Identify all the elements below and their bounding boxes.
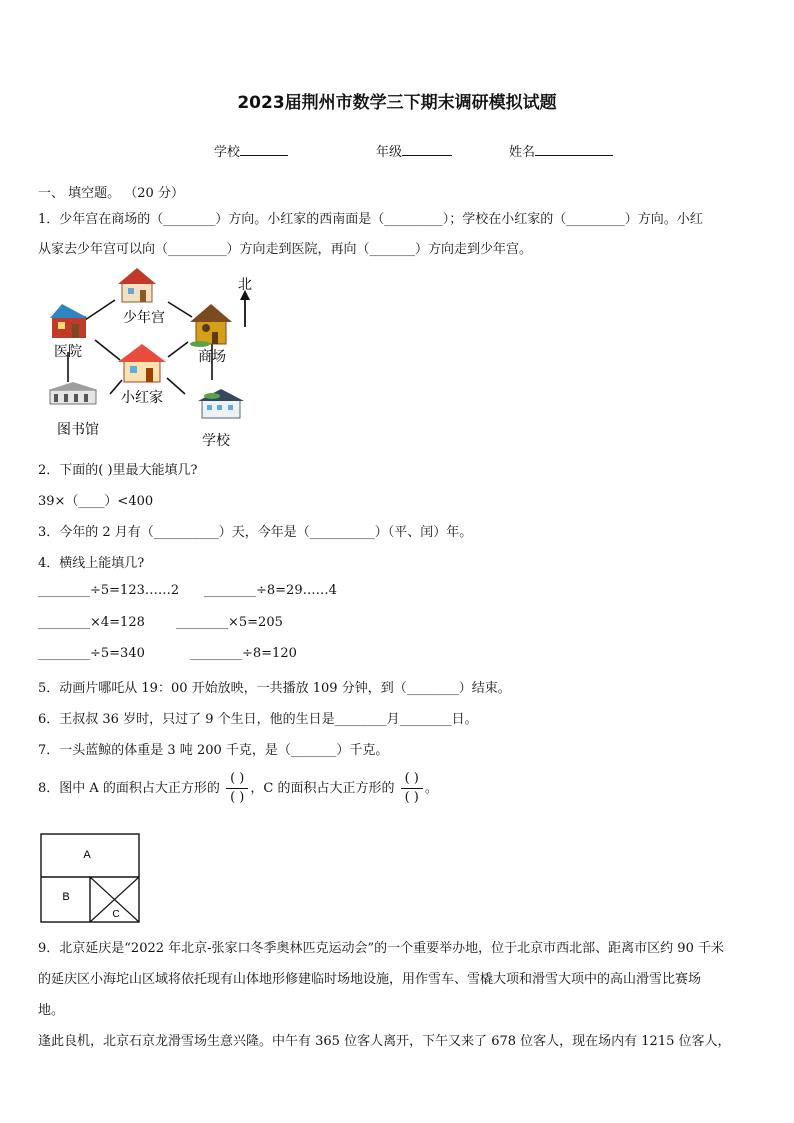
q9-line4: 逢此良机，北京石京龙滑雪场生意兴隆。中午有 365 位客人离开，下午又来了 678 位客人，现在场内有 1215 位客人， [38,1034,731,1049]
q9-line2: 的延庆区小海坨山区域将依托现有山体地形修建临时场地设施，用作雪车、雪橇大项和滑雪大项中的高山滑雪比赛场 [38,972,702,987]
q8-frac-a-denominator[interactable]: ( ) [230,790,245,805]
q8-frac-a-numerator[interactable]: ( ) [226,770,248,789]
grade-blank[interactable] [402,143,452,156]
q3-line1: 3．今年的 2 月有（__________）天，今年是（__________）（平、闰）年。 [38,525,473,540]
youth-palace-label: 少年宫 [123,310,165,326]
home-label: 小红家 [121,390,163,406]
q8-prefix: 8．图中 A 的面积占大正方形的 [38,781,220,796]
school-field[interactable] [214,141,288,160]
page-title: 2023届荆州市数学三下期末调研模拟试题 [237,93,557,113]
q4-row1-b: ________÷8=29……4 [204,583,337,598]
q8-line1 [38,770,438,807]
q6-line1: 6．王叔叔 36 岁时，只过了 9 个生日，他的生日是________月________日。 [38,712,478,727]
q4-row2-b: ________×5=205 [176,615,283,630]
q4-row3-b: ________÷8=120 [190,646,297,661]
north-label: 北 [238,277,252,293]
home-icon [118,344,166,382]
school-label-map: 学校 [202,433,230,449]
q8-fraction-a[interactable] [226,770,248,807]
grade-label: 年级 [376,145,403,160]
q4-row3-a: ________÷5=340 [38,646,145,661]
q4-row2-a: ________×4=128 [38,615,145,630]
square-diagram [40,833,142,925]
hospital-label: 医院 [54,344,82,360]
name-field[interactable] [509,141,613,160]
q8-frac-c-numerator[interactable]: ( ) [401,770,423,789]
q1-line1: 1．少年宫在商场的（________）方向。小红家的西南面是（_________）；学校在小红家的（_________）方向。小红 [38,212,703,227]
q1-line2: 从家去少年宫可以向（_________）方向走到医院，再向（_______）方向走到少年宫。 [38,242,533,257]
library-label: 图书馆 [57,422,99,438]
q8-fraction-c[interactable] [401,770,423,807]
youth-palace-icon [118,268,156,302]
school-blank[interactable] [240,143,288,156]
mall-label: 商场 [198,349,226,365]
q8-frac-c-denominator[interactable]: ( ) [404,790,419,805]
q8-suffix: 。 [424,781,438,796]
q9-line1: 9．北京延庆是“2022 年北京-张家口冬季奥林匹克运动会”的一个重要举办地，位于北京市西北部、距离市区约 90 千米 [38,941,724,956]
q2-line1: 2．下面的( )里最大能填几? [38,463,198,478]
name-label: 姓名 [509,145,536,160]
q9-line3: 地。 [38,1003,65,1018]
section-heading: 一、 填空题。 （20 分） [38,186,184,201]
q2-line2: 39×（____）<400 [38,494,154,509]
hospital-icon [50,304,88,338]
q4-row1-a: ________÷5=123……2 [38,583,180,598]
school-label: 学校 [214,145,241,160]
school-icon [198,389,244,418]
q7-line1: 7．一头蓝鲸的体重是 3 吨 200 千克，是（_______）千克。 [38,743,389,758]
q8-middle: ，C 的面积占大正方形的 [250,781,395,796]
region-a-label: A [83,849,91,861]
region-b-label: B [62,891,70,903]
library-icon [48,382,98,404]
direction-map [40,262,270,452]
q4-line1: 4．横线上能填几? [38,556,145,571]
region-c-label: C [112,909,120,920]
name-blank[interactable] [535,143,613,156]
q5-line1: 5．动画片哪吒从 19：00 开始放映，一共播放 109 分钟，到（________）结束。 [38,681,511,696]
grade-field[interactable] [376,141,452,160]
mall-icon [190,304,232,347]
